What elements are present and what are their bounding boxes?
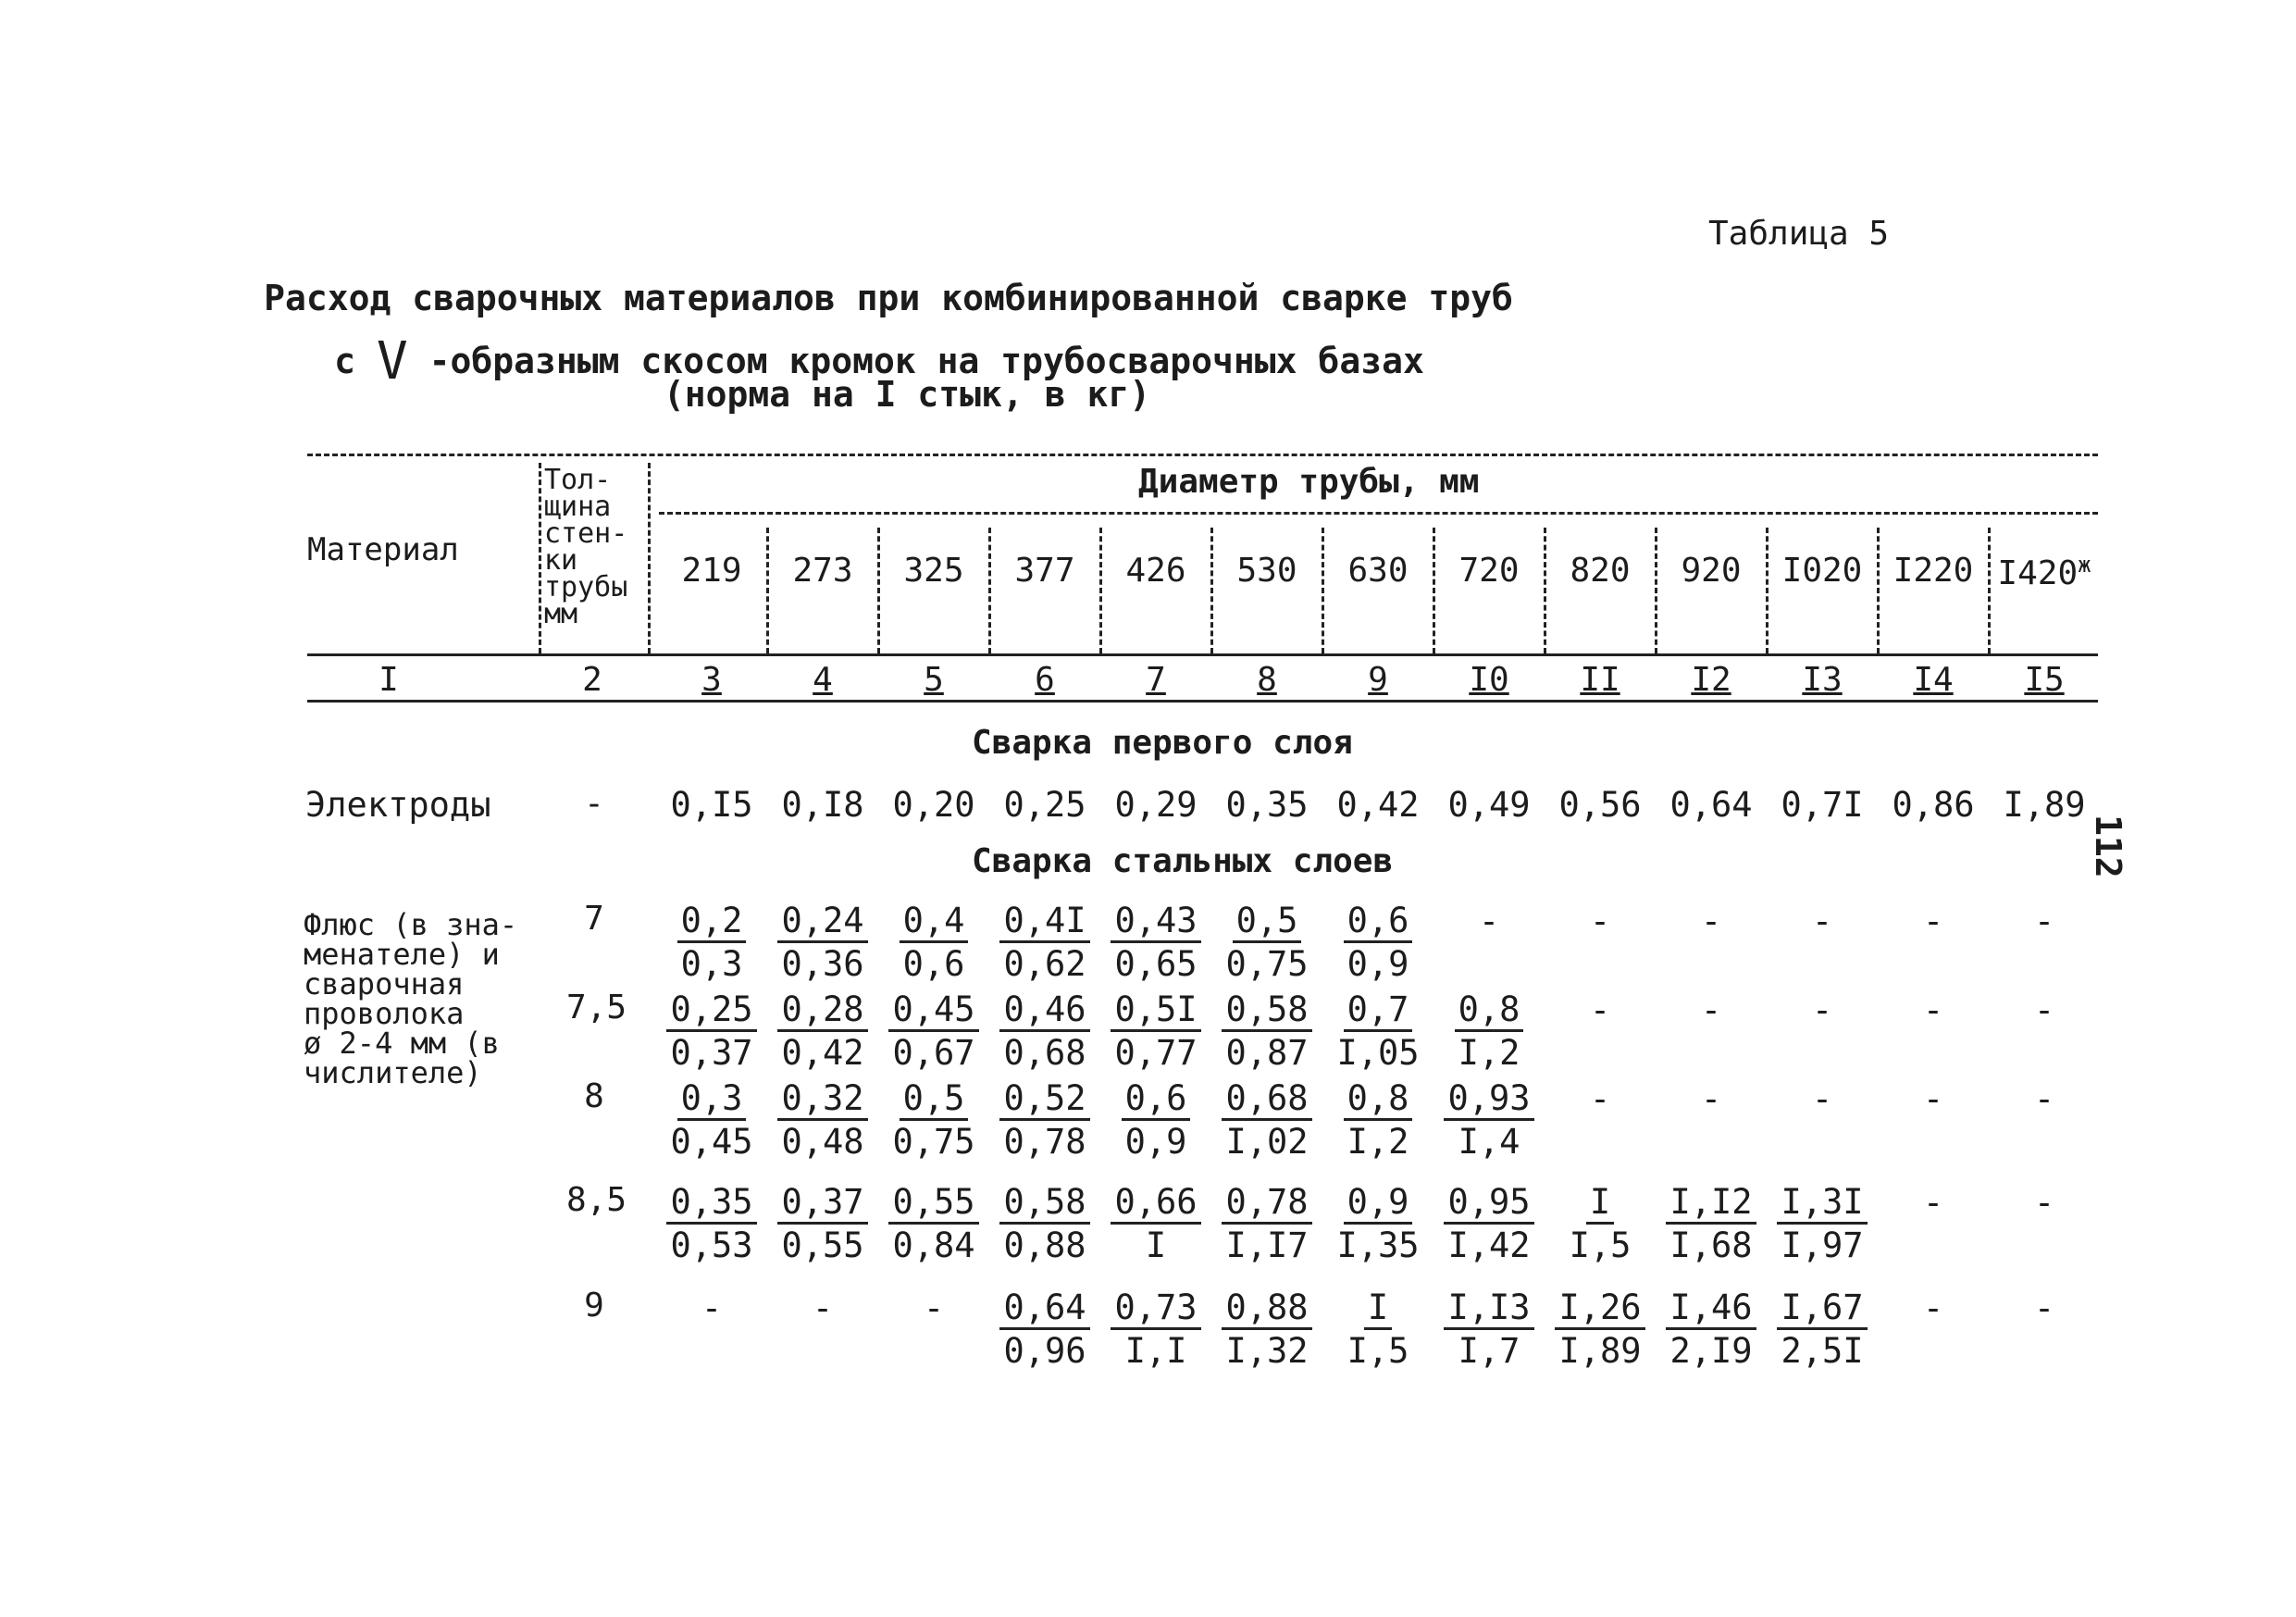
empty-dash: - — [1589, 990, 1611, 1030]
flux-value: 0,36 — [781, 944, 864, 984]
wire-value: 0,58 — [1222, 990, 1311, 1032]
flux-value: 0,62 — [1003, 944, 1086, 984]
norm-fraction — [1660, 1181, 1762, 1267]
flux-value: 0,88 — [1003, 1225, 1086, 1265]
norm-fraction — [1438, 1181, 1540, 1267]
norm-fraction — [772, 1181, 874, 1267]
flux-value: 0,68 — [1003, 1033, 1086, 1073]
wire-value: 0,37 — [777, 1183, 867, 1225]
electrode-value-1: 0,I5 — [670, 785, 753, 825]
wire-value: 0,4I — [999, 902, 1089, 943]
flux-value: 0,75 — [1225, 944, 1309, 984]
flux-value: 0,84 — [892, 1225, 975, 1265]
norm-fraction — [994, 1287, 1096, 1373]
electrode-value-11: 0,7I — [1781, 785, 1864, 825]
wire-value: 0,8 — [1344, 1079, 1413, 1121]
column-number-rule — [307, 700, 2098, 703]
norm-fraction — [994, 900, 1096, 986]
norm-fraction — [1327, 989, 1429, 1075]
wire-value: 0,6 — [1122, 1079, 1191, 1121]
material-line-2: менателе) и — [304, 937, 500, 972]
flux-value: I,I7 — [1225, 1225, 1309, 1265]
norm-fraction — [1105, 900, 1207, 986]
norm-fraction — [1327, 1181, 1429, 1267]
flux-value: I,5 — [1569, 1225, 1632, 1265]
norm-fraction — [994, 989, 1096, 1075]
flux-value: I,89 — [1558, 1331, 1642, 1371]
flux-value: 0,48 — [781, 1122, 864, 1162]
flux-value: 0,87 — [1225, 1033, 1309, 1073]
column-number-15: I5 — [2024, 661, 2065, 699]
column-number-11: II — [1580, 661, 1620, 699]
flux-value: I,2 — [1347, 1122, 1409, 1162]
wire-value: 0,52 — [999, 1079, 1089, 1121]
electrode-value-3: 0,20 — [892, 785, 975, 825]
column-number-10: I0 — [1469, 661, 1509, 699]
table-title-line1: Расход сварочных материалов при комбинированной сварке труб — [264, 278, 1513, 318]
column-number-7: 7 — [1146, 661, 1166, 699]
flux-value: 0,45 — [670, 1122, 753, 1162]
flux-value: I,35 — [1336, 1225, 1420, 1265]
title-prefix: с — [334, 341, 356, 381]
diameter-sep-5 — [1210, 528, 1213, 653]
wire-value: I,I2 — [1666, 1183, 1756, 1225]
empty-dash: - — [1700, 1079, 1722, 1119]
wire-value: 0,5 — [900, 1079, 969, 1121]
wire-value: 0,93 — [1444, 1079, 1533, 1121]
page-number: 112 — [2088, 815, 2128, 878]
section1-material: Электроды — [305, 785, 491, 825]
wire-value: 0,66 — [1111, 1183, 1200, 1225]
wire-value: 0,28 — [777, 990, 867, 1032]
flux-value: 0,37 — [670, 1033, 753, 1073]
diameter-2: 273 — [792, 552, 853, 590]
flux-value: 0,55 — [781, 1225, 864, 1265]
empty-dash: - — [923, 1288, 945, 1328]
flux-value: 2,I9 — [1669, 1331, 1753, 1371]
norm-fraction — [1438, 1287, 1540, 1373]
norm-fraction — [1327, 900, 1429, 986]
empty-dash: - — [1922, 990, 1944, 1030]
flux-value: I,68 — [1669, 1225, 1753, 1265]
norm-fraction — [1216, 1077, 1318, 1163]
flux-value: 0,53 — [670, 1225, 753, 1265]
electrode-value-8: 0,49 — [1447, 785, 1531, 825]
flux-value: 0,78 — [1003, 1122, 1086, 1162]
wire-value: 0,64 — [999, 1288, 1089, 1330]
header-material: Материал — [307, 531, 459, 568]
flux-value: I,97 — [1781, 1225, 1864, 1265]
diameter-11: I020 — [1781, 552, 1863, 590]
column-number-3: 3 — [701, 661, 722, 699]
norm-fraction — [661, 989, 763, 1075]
diameter-9: 820 — [1570, 552, 1631, 590]
empty-dash: - — [1922, 902, 1944, 941]
wire-value: 0,6 — [1344, 902, 1413, 943]
section-steel-layers-title: Сварка стальных слоев — [972, 842, 1394, 880]
flux-value: 0,77 — [1114, 1033, 1198, 1073]
norm-fraction — [1105, 1287, 1207, 1373]
thickness-line-2: щина — [544, 491, 612, 523]
norm-fraction — [1549, 1181, 1651, 1267]
norm-fraction — [1105, 989, 1207, 1075]
electrode-value-5: 0,29 — [1114, 785, 1198, 825]
flux-value: I,I — [1124, 1331, 1187, 1371]
wire-value: I — [1586, 1183, 1614, 1225]
wire-value: 0,55 — [888, 1183, 978, 1225]
wire-value: 0,3 — [677, 1079, 747, 1121]
electrode-value-13: I,89 — [2003, 785, 2086, 825]
norm-fraction — [1216, 900, 1318, 986]
flux-value: 0,67 — [892, 1033, 975, 1073]
column-number-2: 2 — [582, 661, 602, 699]
thickness-1: 7 — [584, 900, 604, 938]
wire-value: 0,78 — [1222, 1183, 1311, 1225]
column-number-5: 5 — [924, 661, 944, 699]
column-number-4: 4 — [813, 661, 833, 699]
wire-value: 0,46 — [999, 990, 1089, 1032]
diameter-3: 325 — [903, 552, 964, 590]
empty-dash: - — [1478, 902, 1500, 941]
flux-value: 2,5I — [1781, 1331, 1864, 1371]
title-v-letter: V — [376, 331, 408, 392]
column-number-12: I2 — [1691, 661, 1731, 699]
column-number-9: 9 — [1368, 661, 1388, 699]
norm-fraction — [883, 1181, 985, 1267]
wire-value: 0,35 — [666, 1183, 756, 1225]
wire-value: 0,25 — [666, 990, 756, 1032]
flux-value: I — [1145, 1225, 1167, 1265]
wire-value: 0,32 — [777, 1079, 867, 1121]
section1-thickness: - — [584, 785, 604, 823]
empty-dash: - — [1589, 1079, 1611, 1119]
flux-value: 0,75 — [892, 1122, 975, 1162]
norm-fraction — [994, 1181, 1096, 1267]
wire-value: 0,58 — [999, 1183, 1089, 1225]
wire-value: 0,5I — [1111, 990, 1200, 1032]
section-first-layer-title: Сварка первого слоя — [972, 724, 1353, 762]
flux-value: 0,6 — [902, 944, 965, 984]
column-number-13: I3 — [1802, 661, 1843, 699]
flux-value: I,02 — [1225, 1122, 1309, 1162]
wire-value: 0,5 — [1233, 902, 1302, 943]
thickness-4: 8,5 — [566, 1181, 627, 1219]
diameter-13: $I420^ж$ — [1997, 552, 2091, 592]
column-number-6: 6 — [1035, 661, 1055, 699]
norm-fraction — [1771, 1287, 1873, 1373]
diameter-sep-7 — [1433, 528, 1435, 653]
table-label: Таблица 5 — [1708, 215, 1890, 253]
wire-value: 0,4 — [900, 902, 969, 943]
empty-dash: - — [812, 1288, 834, 1328]
diameter-12: I220 — [1893, 552, 1974, 590]
header-diameter: Диаметр трубы, мм — [1138, 463, 1480, 501]
empty-dash: - — [2033, 902, 2055, 941]
norm-fraction — [1105, 1077, 1207, 1163]
thickness-2: 7,5 — [566, 989, 627, 1026]
empty-dash: - — [1922, 1183, 1944, 1223]
norm-fraction — [1216, 989, 1318, 1075]
flux-value: I,42 — [1447, 1225, 1531, 1265]
diameter-6: 530 — [1236, 552, 1297, 590]
diameter-sep-8 — [1544, 528, 1546, 653]
empty-dash: - — [1811, 990, 1833, 1030]
empty-dash: - — [1922, 1079, 1944, 1119]
diameter-sep-9 — [1655, 528, 1657, 653]
wire-value: 0,73 — [1111, 1288, 1200, 1330]
norm-fraction — [1549, 1287, 1651, 1373]
thickness-line-6: мм — [544, 598, 578, 630]
material-line-3: сварочная — [304, 966, 465, 1001]
norm-fraction — [661, 1181, 763, 1267]
thickness-5: 9 — [584, 1287, 604, 1325]
norm-fraction — [1438, 989, 1540, 1075]
thickness-line-3: стен- — [544, 517, 628, 550]
wire-value: I,3I — [1777, 1183, 1867, 1225]
electrode-value-12: 0,86 — [1892, 785, 1975, 825]
wire-value: 0,8 — [1455, 990, 1524, 1032]
norm-fraction — [1105, 1181, 1207, 1267]
table-top-rule — [307, 454, 2098, 456]
thickness-line-1: Тол- — [544, 464, 612, 496]
diameter-rule — [659, 512, 2098, 515]
flux-value: 0,96 — [1003, 1331, 1086, 1371]
electrode-value-10: 0,64 — [1669, 785, 1753, 825]
norm-fraction — [772, 989, 874, 1075]
material-line-6: числителе) — [304, 1055, 482, 1090]
electrode-value-7: 0,42 — [1336, 785, 1420, 825]
norm-fraction — [883, 989, 985, 1075]
thickness-3: 8 — [584, 1077, 604, 1115]
norm-fraction — [1216, 1287, 1318, 1373]
title-rest: -образным скосом кромок на трубосварочных базах — [428, 341, 1424, 381]
norm-fraction — [661, 900, 763, 986]
diameter-sep-4 — [1099, 528, 1102, 653]
norm-fraction — [1327, 1287, 1429, 1373]
empty-dash: - — [2033, 990, 2055, 1030]
empty-dash: - — [1811, 902, 1833, 941]
diameter-4: 377 — [1014, 552, 1075, 590]
column-number-14: I4 — [1913, 661, 1954, 699]
material-line-1: Флюс (в зна- — [304, 907, 518, 942]
wire-value: 0,43 — [1111, 902, 1200, 943]
electrode-value-2: 0,I8 — [781, 785, 864, 825]
flux-value: I,5 — [1347, 1331, 1409, 1371]
diameter-sep-3 — [988, 528, 991, 653]
thickness-line-5: трубы — [544, 571, 628, 603]
col-sep-1 — [539, 463, 541, 653]
flux-value: 0,42 — [781, 1033, 864, 1073]
column-number-8: 8 — [1257, 661, 1277, 699]
empty-dash: - — [2033, 1288, 2055, 1328]
diameter-8: 720 — [1458, 552, 1520, 590]
electrode-value-4: 0,25 — [1003, 785, 1086, 825]
wire-value: 0,7 — [1344, 990, 1413, 1032]
diameter-5: 426 — [1125, 552, 1186, 590]
norm-fraction — [772, 1077, 874, 1163]
flux-value: I,32 — [1225, 1331, 1309, 1371]
wire-value: 0,2 — [677, 902, 747, 943]
material-line-4: проволока — [304, 996, 465, 1031]
section2-material — [304, 907, 518, 1090]
column-number-1: I — [379, 661, 399, 699]
diameter-sep-6 — [1322, 528, 1324, 653]
table-title-line3: (норма на I стык, в кг) — [663, 374, 1151, 415]
header-bottom-rule — [307, 653, 2098, 656]
wire-value: 0,9 — [1344, 1183, 1413, 1225]
norm-fraction — [1216, 1181, 1318, 1267]
wire-value: 0,95 — [1444, 1183, 1533, 1225]
wire-value: I,67 — [1777, 1288, 1867, 1330]
flux-value: I,05 — [1336, 1033, 1420, 1073]
material-line-5: ø 2-4 мм (в — [304, 1026, 500, 1061]
electrode-value-6: 0,35 — [1225, 785, 1309, 825]
footnote-mark: ж — [2078, 552, 2091, 578]
norm-fraction — [994, 1077, 1096, 1163]
diameter-sep-1 — [766, 528, 769, 653]
diameter-sep-10 — [1766, 528, 1769, 653]
wire-value: 0,68 — [1222, 1079, 1311, 1121]
wire-value: I,I3 — [1444, 1288, 1533, 1330]
empty-dash: - — [2033, 1183, 2055, 1223]
flux-value: 0,9 — [1347, 944, 1409, 984]
norm-fraction — [883, 900, 985, 986]
col-sep-2 — [648, 463, 651, 653]
wire-value: I,26 — [1555, 1288, 1644, 1330]
electrode-value-9: 0,56 — [1558, 785, 1642, 825]
empty-dash: - — [1589, 902, 1611, 941]
diameter-10: 920 — [1681, 552, 1742, 590]
diameter-1: 219 — [681, 552, 742, 590]
diameter-sep-2 — [877, 528, 880, 653]
empty-dash: - — [701, 1288, 723, 1328]
wire-value: I,46 — [1666, 1288, 1756, 1330]
norm-fraction — [1771, 1181, 1873, 1267]
header-thickness — [544, 466, 627, 628]
flux-value: I,7 — [1458, 1331, 1520, 1371]
flux-value: I,4 — [1458, 1122, 1520, 1162]
empty-dash: - — [2033, 1079, 2055, 1119]
wire-value: I — [1364, 1288, 1392, 1330]
wire-value: 0,45 — [888, 990, 978, 1032]
empty-dash: - — [1922, 1288, 1944, 1328]
wire-value: 0,88 — [1222, 1288, 1311, 1330]
flux-value: 0,3 — [680, 944, 743, 984]
thickness-line-4: ки — [544, 544, 578, 577]
norm-fraction — [883, 1077, 985, 1163]
diameter-7: 630 — [1347, 552, 1409, 590]
diameter-sep-12 — [1988, 528, 1991, 653]
empty-dash: - — [1700, 902, 1722, 941]
norm-fraction — [1438, 1077, 1540, 1163]
empty-dash: - — [1811, 1079, 1833, 1119]
flux-value: I,2 — [1458, 1033, 1520, 1073]
flux-value: 0,9 — [1124, 1122, 1187, 1162]
wire-value: 0,24 — [777, 902, 867, 943]
norm-fraction — [772, 900, 874, 986]
norm-fraction — [1327, 1077, 1429, 1163]
diameter-sep-11 — [1877, 528, 1880, 653]
empty-dash: - — [1700, 990, 1722, 1030]
norm-fraction — [1660, 1287, 1762, 1373]
flux-value: 0,65 — [1114, 944, 1198, 984]
norm-fraction — [661, 1077, 763, 1163]
